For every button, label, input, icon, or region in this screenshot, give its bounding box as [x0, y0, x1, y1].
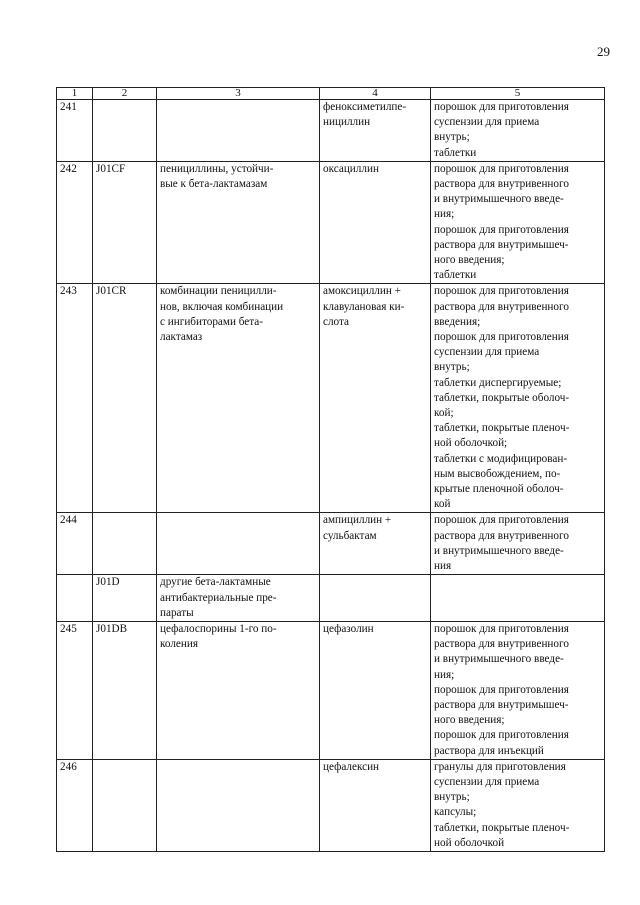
dosage-form-line: порошок для приготовления — [434, 285, 569, 298]
drug-line: клавулановая ки- — [323, 300, 405, 313]
dosage-form-line: кой; — [434, 407, 454, 420]
table-row — [57, 513, 605, 575]
header-row — [57, 88, 605, 100]
dosage-forms-cell — [431, 100, 605, 162]
dosage-form-line: раствора для внутримышеч- — [434, 238, 569, 251]
dosage-form-line: внутрь; — [434, 361, 470, 374]
row-number-cell — [57, 575, 93, 622]
group-line: пенициллины, устойчи- — [160, 162, 274, 175]
dosage-form-line: раствора для внутривенного — [434, 638, 569, 651]
group-name-cell — [157, 759, 320, 851]
dosage-forms-cell — [431, 513, 605, 575]
dosage-form-line: внутрь; — [434, 131, 470, 144]
dosage-form-line: порошок для приготовления — [434, 514, 569, 527]
table-row — [57, 161, 605, 284]
dosage-form-line: ния; — [434, 668, 455, 681]
dosage-form-line: таблетки, покрытые пленоч- — [434, 821, 570, 834]
dosage-forms-cell — [431, 284, 605, 513]
group-line: с ингибиторами бета- — [160, 315, 263, 328]
dosage-form-line: раствора для внутримышеч- — [434, 698, 569, 711]
drug-name-cell — [320, 575, 431, 622]
table-row — [57, 100, 605, 162]
dosage-form-line: суспензии для приема — [434, 116, 540, 129]
drug-line: амоксициллин + — [323, 285, 401, 298]
dosage-form-line: таблетки с модифицирован- — [434, 452, 568, 465]
group-line: другие бета-лактамные — [160, 576, 271, 589]
dosage-form-line: раствора для внутривенного — [434, 529, 569, 542]
header-cell-4: 4 — [320, 88, 431, 100]
dosage-form-line: порошок для приготовления — [434, 162, 569, 175]
group-name-cell — [157, 575, 320, 622]
table-row — [57, 284, 605, 513]
dosage-form-line: и внутримышечного введе- — [434, 653, 564, 666]
table-body — [57, 100, 605, 852]
dosage-form-line: порошок для приготовления — [434, 331, 569, 344]
header-cell-5: 5 — [431, 88, 605, 100]
dosage-form-line: внутрь; — [434, 791, 470, 804]
group-name-cell — [157, 621, 320, 759]
dosage-form-line: капсулы; — [434, 806, 477, 819]
drug-line: оксациллин — [323, 162, 379, 175]
group-line: параты — [160, 606, 194, 619]
group-line: коления — [160, 638, 198, 651]
dosage-form-line: суспензии для приема — [434, 346, 540, 359]
dosage-form-line: гранулы для приготовления — [434, 760, 566, 773]
dosage-form-line: порошок для приготовления — [434, 683, 569, 696]
dosage-form-line: крытые пленочной оболоч- — [434, 483, 564, 496]
dosage-form-line: ния; — [434, 208, 455, 221]
table-row — [57, 575, 605, 622]
drug-name-cell — [320, 621, 431, 759]
table-row — [57, 621, 605, 759]
row-number-cell: 243 — [57, 284, 93, 513]
row-number-cell: 242 — [57, 161, 93, 284]
dosage-form-line: таблетки, покрытые оболоч- — [434, 391, 570, 404]
drug-name-cell — [320, 759, 431, 851]
header-cell-3: 3 — [157, 88, 320, 100]
drug-name-cell — [320, 284, 431, 513]
row-number-cell: 241 — [57, 100, 93, 162]
dosage-form-line: раствора для внутривенного — [434, 178, 569, 191]
dosage-form-line: суспензии для приема — [434, 775, 540, 788]
drug-line: феноксиметилпе- — [323, 101, 407, 113]
atc-code-cell: J01D — [93, 575, 157, 622]
dosage-form-line: порошок для приготовления — [434, 223, 569, 236]
dosage-form-line: порошок для приготовления — [434, 622, 569, 635]
drug-line: слота — [323, 315, 349, 328]
dosage-form-line: и внутримышечного введе- — [434, 193, 564, 206]
table-row — [57, 759, 605, 851]
drug-line: сульбактам — [323, 529, 377, 542]
group-name-cell — [157, 161, 320, 284]
dosage-form-line: ния — [434, 560, 452, 573]
dosage-form-line: порошок для приготовления — [434, 101, 569, 113]
row-number-cell: 246 — [57, 759, 93, 851]
dosage-form-line: ной оболочкой; — [434, 437, 508, 450]
drug-name-cell — [320, 161, 431, 284]
group-line: комбинации пеницилли- — [160, 285, 277, 298]
dosage-form-line: таблетки — [434, 146, 477, 159]
row-number-cell: 245 — [57, 621, 93, 759]
group-line: вые к бета-лактамазам — [160, 178, 268, 191]
medication-table — [56, 87, 605, 852]
dosage-form-line: ным высвобождением, по- — [434, 467, 561, 480]
header-cell-1: 1 — [57, 88, 93, 100]
atc-code-cell: J01DB — [93, 621, 157, 759]
header-cell-2: 2 — [93, 88, 157, 100]
atc-code-cell — [93, 100, 157, 162]
dosage-form-line: и внутримышечного введе- — [434, 544, 564, 557]
group-name-cell — [157, 100, 320, 162]
dosage-form-line: кой — [434, 498, 451, 511]
group-line: цефалоспорины 1-го по- — [160, 622, 277, 635]
dosage-form-line: введения; — [434, 315, 481, 328]
atc-code-cell: J01CF — [93, 161, 157, 284]
dosage-form-line: таблетки диспергируемые; — [434, 376, 562, 389]
dosage-form-line: таблетки — [434, 269, 477, 282]
group-line: антибактериальные пре- — [160, 591, 277, 604]
drug-name-cell — [320, 100, 431, 162]
atc-code-cell: J01CR — [93, 284, 157, 513]
group-name-cell — [157, 513, 320, 575]
dosage-form-line: ного введения; — [434, 254, 505, 267]
dosage-forms-cell — [431, 575, 605, 622]
drug-name-cell — [320, 513, 431, 575]
atc-code-cell — [93, 759, 157, 851]
group-line: нов, включая комбинации — [160, 300, 284, 313]
dosage-form-line: раствора для инъекций — [434, 744, 544, 757]
atc-code-cell — [93, 513, 157, 575]
drug-line: цефазолин — [323, 622, 374, 635]
dosage-forms-cell — [431, 759, 605, 851]
dosage-form-line: раствора для внутривенного — [434, 300, 569, 313]
dosage-form-line: ного введения; — [434, 714, 505, 727]
drug-line: нициллин — [323, 116, 371, 129]
dosage-form-line: порошок для приготовления — [434, 729, 569, 742]
drug-line: цефалексин — [323, 760, 380, 773]
page-number: 29 — [597, 44, 610, 59]
dosage-forms-cell — [431, 621, 605, 759]
dosage-form-line: ной оболочкой — [434, 836, 505, 849]
drug-line: ампициллин + — [323, 514, 392, 527]
group-line: лактамаз — [160, 331, 203, 344]
dosage-forms-cell — [431, 161, 605, 284]
group-name-cell — [157, 284, 320, 513]
dosage-form-line: таблетки, покрытые пленоч- — [434, 422, 570, 435]
row-number-cell: 244 — [57, 513, 93, 575]
